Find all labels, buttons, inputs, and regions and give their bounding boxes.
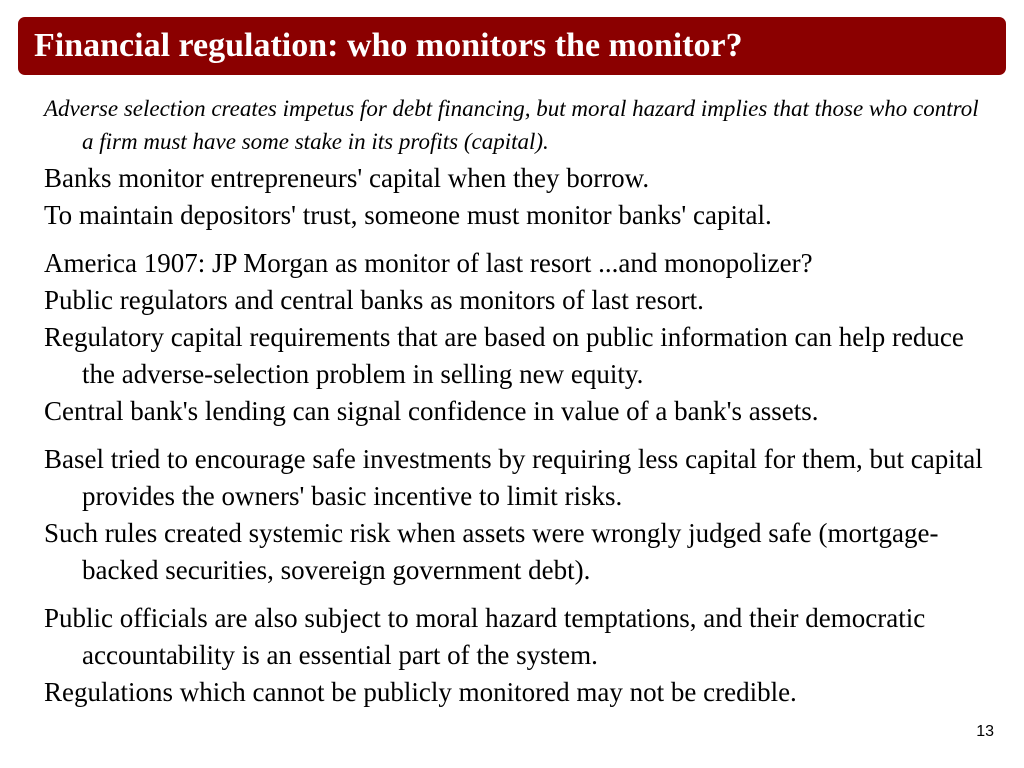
bullet-line: To maintain depositors' trust, someone must monitor banks' capital. (44, 200, 772, 230)
bullet-group-2 (44, 245, 984, 430)
bullet-line: Public regulators and central banks as monitors of last resort. (44, 285, 704, 315)
bullet-line: Basel tried to encourage safe investments by requiring less capital for them, but capital provides the owners' basic incentive to limit risks. (44, 444, 983, 511)
bullet-group-4 (44, 600, 984, 711)
slide-number: 13 (976, 723, 994, 740)
bullet-line: Regulations which cannot be publicly monitored may not be credible. (44, 677, 797, 707)
intro-paragraph: Adverse selection creates impetus for debt financing, but moral hazard implies that those who control a firm must have some stake in its profits (capital). (44, 96, 979, 154)
bullet-line: Regulatory capital requirements that are based on public information can help reduce the adverse-selection problem in selling new equity. (44, 322, 964, 389)
bullet-group-3 (44, 441, 984, 589)
slide-title: Financial regulation: who monitors the monitor? (34, 27, 743, 64)
title-bar (18, 17, 1006, 75)
bullet-line: Central bank's lending can signal confidence in value of a bank's assets. (44, 396, 819, 426)
bullet-line: Public officials are also subject to moral hazard temptations, and their democratic accountability is an essential part of the system. (44, 603, 926, 670)
bullet-line: America 1907: JP Morgan as monitor of last resort ...and monopolizer? (44, 248, 813, 278)
bullet-line: Such rules created systemic risk when assets were wrongly judged safe (mortgage-backed securities, sovereign government debt). (44, 518, 939, 585)
bullet-line: Banks monitor entrepreneurs' capital when they borrow. (44, 163, 650, 193)
bullet-group-1 (44, 160, 984, 234)
slide-content (44, 92, 984, 722)
